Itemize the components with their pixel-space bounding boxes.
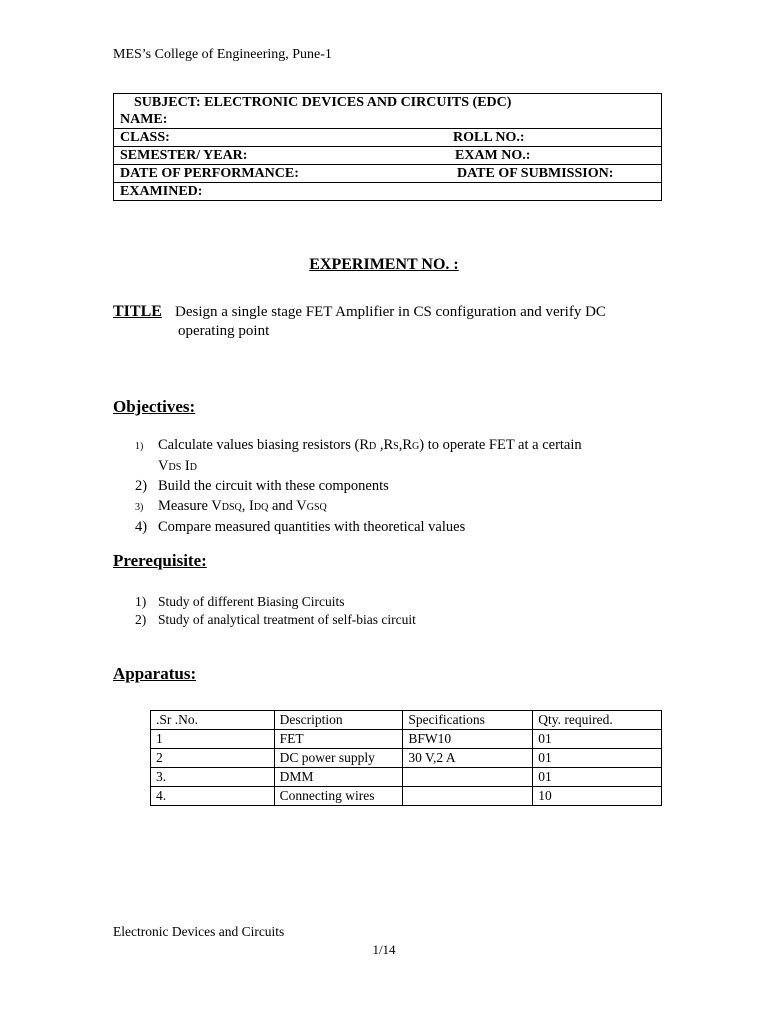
list-item <box>135 436 582 477</box>
date-row <box>114 165 662 183</box>
list-number: 2) <box>135 478 148 494</box>
examined-field: EXAMINED: <box>114 183 662 201</box>
subscript: D <box>189 461 197 473</box>
table-cell: 3. <box>151 768 275 787</box>
text-run: Measure V <box>158 497 222 514</box>
text-run: ,R <box>398 437 413 453</box>
text-run: ) to operate FET at a certain <box>419 437 582 453</box>
page-number: 1/14 <box>372 942 396 957</box>
table-cell: FET <box>274 730 403 749</box>
subscript: GSQ <box>306 501 327 513</box>
title-line-2: operating point <box>178 323 270 339</box>
list-text: Study of analytical treatment of self-bias circuit <box>158 612 416 627</box>
text-run: I <box>181 457 190 474</box>
text-run: , I <box>241 497 254 514</box>
student-info-box <box>113 93 662 201</box>
list-text: Study of different Biasing Circuits <box>158 594 345 609</box>
table-row <box>151 730 662 749</box>
apparatus-table <box>150 710 662 806</box>
class-row <box>114 129 662 147</box>
table-cell: 2 <box>151 749 275 768</box>
header-cell: Description <box>274 711 403 730</box>
table-cell: 01 <box>533 768 662 787</box>
roll-no-label: ROLL NO.: <box>453 130 525 145</box>
table-cell: DMM <box>274 768 403 787</box>
list-number: 3) <box>135 501 144 513</box>
header-cell: Specifications <box>403 711 533 730</box>
list-text <box>158 436 582 477</box>
name-field: NAME: <box>114 111 662 129</box>
table-cell <box>403 768 533 787</box>
header-cell: Qty. required. <box>533 711 662 730</box>
prerequisite-heading: Prerequisite: <box>113 551 207 570</box>
table-cell: 01 <box>533 730 662 749</box>
table-cell: DC power supply <box>274 749 403 768</box>
subscript: G <box>412 441 420 452</box>
list-text: Compare measured quantities with theoretical values <box>158 518 466 535</box>
experiment-number <box>0 256 768 274</box>
list-text: Build the circuit with these components <box>158 478 389 494</box>
semester-row <box>114 147 662 165</box>
table-row <box>151 749 662 768</box>
list-item <box>135 593 416 611</box>
header-cell: .Sr .No. <box>151 711 275 730</box>
date-submission-label: DATE OF SUBMISSION: <box>457 166 614 181</box>
subscript: S <box>393 441 399 452</box>
table-row <box>151 768 662 787</box>
table-header-row <box>151 711 662 730</box>
semester-label: SEMESTER/ YEAR: <box>120 148 248 163</box>
list-number: 1) <box>135 594 147 609</box>
objectives-list <box>135 436 582 537</box>
text-run: Calculate values biasing resistors (R <box>158 437 370 453</box>
table-cell: 30 V,2 A <box>403 749 533 768</box>
table-row <box>151 787 662 806</box>
class-label: CLASS: <box>120 130 170 145</box>
text-run: V <box>158 457 169 474</box>
list-item <box>135 518 582 538</box>
table-cell: Connecting wires <box>274 787 403 806</box>
table-cell: 01 <box>533 749 662 768</box>
table-cell <box>403 787 533 806</box>
table-cell: 10 <box>533 787 662 806</box>
text-run: and V <box>268 497 307 514</box>
title-line-1: Design a single stage FET Amplifier in CS configuration and verify DC <box>175 304 606 320</box>
text-run: ,R <box>376 437 394 453</box>
table-cell: 4. <box>151 787 275 806</box>
title-text <box>175 303 655 341</box>
prerequisite-list <box>135 593 416 629</box>
list-number: 1) <box>135 441 144 452</box>
experiment-number-text: EXPERIMENT NO. : <box>309 256 459 273</box>
list-item <box>135 611 416 629</box>
subscript: D <box>369 441 377 452</box>
title-label: TITLE <box>113 303 162 320</box>
list-number: 4) <box>135 518 148 535</box>
apparatus-heading: Apparatus: <box>113 664 197 683</box>
subject-line <box>114 94 662 112</box>
list-item <box>135 477 582 497</box>
subscript: DSQ <box>221 501 242 513</box>
date-performance-label: DATE OF PERFORMANCE: <box>120 166 299 181</box>
table-cell: BFW10 <box>403 730 533 749</box>
objectives-heading: Objectives: <box>113 397 196 416</box>
subscript: DS <box>168 461 182 473</box>
college-header: MES’s College of Engineering, Pune-1 <box>113 47 332 62</box>
subject-text: SUBJECT: ELECTRONIC DEVICES AND CIRCUITS (EDC) <box>134 95 512 110</box>
subscript: DQ <box>253 501 269 513</box>
footer-course: Electronic Devices and Circuits <box>113 924 285 939</box>
list-number: 2) <box>135 612 147 627</box>
list-item <box>135 497 582 518</box>
list-text <box>158 497 327 518</box>
exam-no-label: EXAM NO.: <box>455 148 531 163</box>
table-cell: 1 <box>151 730 275 749</box>
